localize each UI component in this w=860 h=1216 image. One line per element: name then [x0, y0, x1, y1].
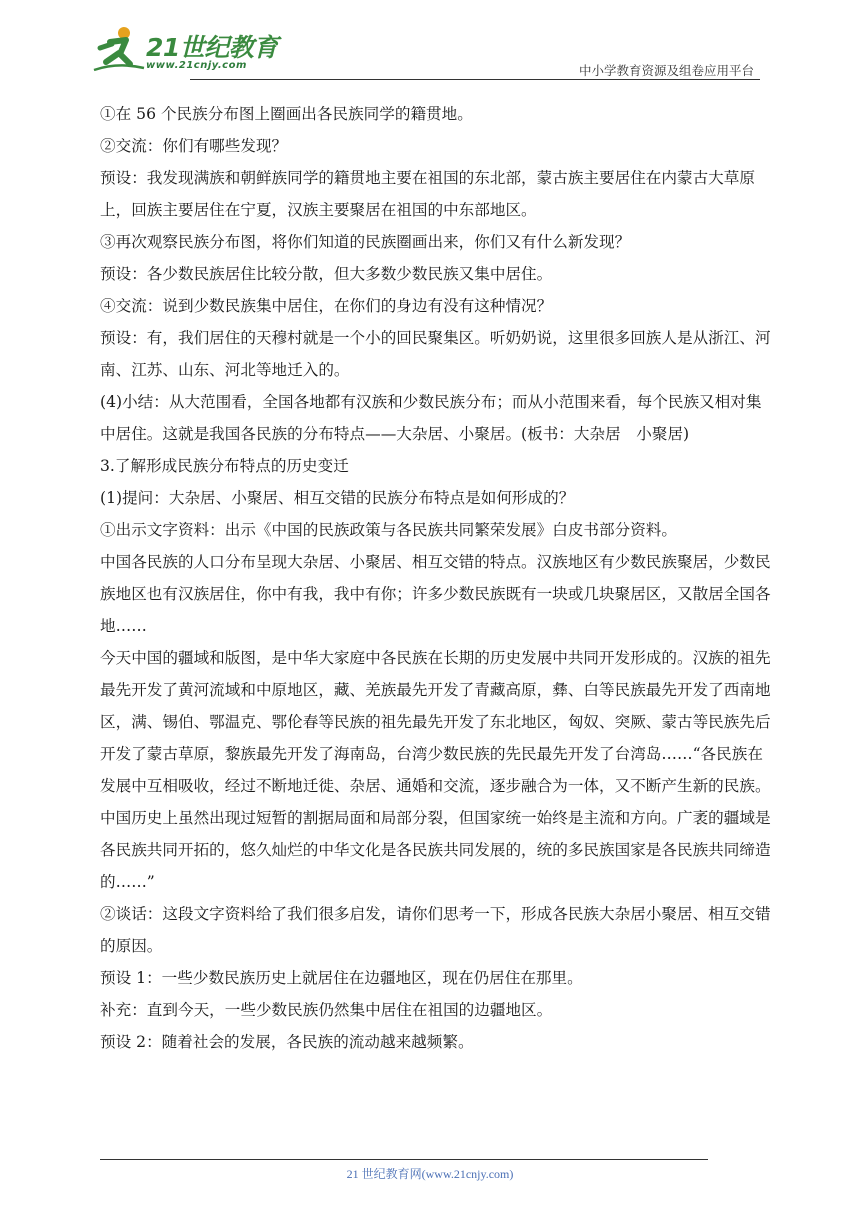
paragraph: 预设：各少数民族居住比较分散，但大多数少数民族又集中居住。 [100, 265, 553, 283]
document-body [100, 98, 772, 1058]
paragraph: ④交流：说到少数民族集中居住，在你们的身边有没有这种情况？ [100, 297, 553, 315]
paragraph: ③再次观察民族分布图，将你们知道的民族圈画出来，你们又有什么新发现？ [100, 233, 631, 251]
paragraph: ①在 56 个民族分布图上圈画出各民族同学的籍贯地。 [100, 105, 473, 123]
quoted-material: 中国各民族的人口分布呈现大杂居、小聚居、相互交错的特点。汉族地区有少数民族聚居，少数民族地区也有汉族居住，你中有我，我中有你；许多少数民族既有一块或几块聚居区，又散居全国各地…… [100, 553, 771, 635]
logo-main-text: 21世纪教育 [146, 33, 278, 62]
header-divider [190, 79, 760, 80]
paragraph: (4)小结：从大范围看，全国各地都有汉族和少数民族分布；而从小范围来看，每个民族又相对集中居住。这就是我国各民族的分布特点——大杂居、小聚居。(板书：大杂居 小聚居) [100, 393, 762, 443]
site-logo[interactable] [90, 22, 290, 78]
footer-divider [100, 1159, 708, 1160]
paragraph: 预设：有，我们居住的天穆村就是一个小的回民聚集区。听奶奶说，这里很多回族人是从浙江、河南、江苏、山东、河北等地迁入的。 [100, 329, 771, 379]
logo-url-text: www.21cnjy.com [146, 60, 247, 71]
runner-logo-icon [90, 22, 146, 78]
paragraph: 预设：我发现满族和朝鲜族同学的籍贯地主要在祖国的东北部，蒙古族主要居住在内蒙古大草原上，回族主要居住在宁夏，汉族主要聚居在祖国的中东部地区。 [100, 169, 755, 219]
paragraph: 预设 2：随着社会的发展，各民族的流动越来越频繁。 [100, 1033, 474, 1051]
section-heading: 3.了解形成民族分布特点的历史变迁 [100, 457, 349, 475]
paragraph: ②谈话：这段文字资料给了我们很多启发，请你们思考一下，形成各民族大杂居小聚居、相互交错的原因。 [100, 905, 771, 955]
paragraph: ①出示文字资料：出示《中国的民族政策与各民族共同繁荣发展》白皮书部分资料。 [100, 521, 677, 539]
page-header [90, 22, 760, 78]
paragraph: ②交流：你们有哪些发现？ [100, 137, 288, 155]
paragraph: (1)提问：大杂居、小聚居、相互交错的民族分布特点是如何形成的？ [100, 489, 575, 507]
footer-link[interactable]: 21 世纪教育网(www.21cnjy.com) [346, 1167, 514, 1181]
platform-tagline: 中小学教育资源及组卷应用平台 [578, 63, 754, 78]
paragraph: 补充：直到今天，一些少数民族仍然集中居住在祖国的边疆地区。 [100, 1001, 553, 1019]
quoted-material: 今天中国的疆域和版图，是中华大家庭中各民族在长期的历史发展中共同开发形成的。汉族的祖先最先开发了黄河流域和中原地区，藏、羌族最先开发了青藏高原，彝、白等民族最先开发了西南地区，满、锡伯、鄂温克、鄂伦春等民族的祖先最先开发了东北地区，匈奴、突厥、蒙古等民族先后开发了蒙古草原，黎族最先开发了海南岛，台湾少数民族的先民最先开发了台湾岛……“各民族在发展中互相吸收，经过不断地迁徙、杂居、通婚和交流，逐步融合为一体，又不断产生新的民族。中国历史上虽然出现过短暂的割据局面和局部分裂，但国家统一始终是主流和方向。广袤的疆域是各民族共同开拓的，悠久灿烂的中华文化是各民族共同发展的，统的多民族国家是各民族共同缔造的……” [100, 649, 771, 891]
paragraph: 预设 1：一些少数民族历史上就居住在边疆地区，现在仍居住在那里。 [100, 969, 583, 987]
